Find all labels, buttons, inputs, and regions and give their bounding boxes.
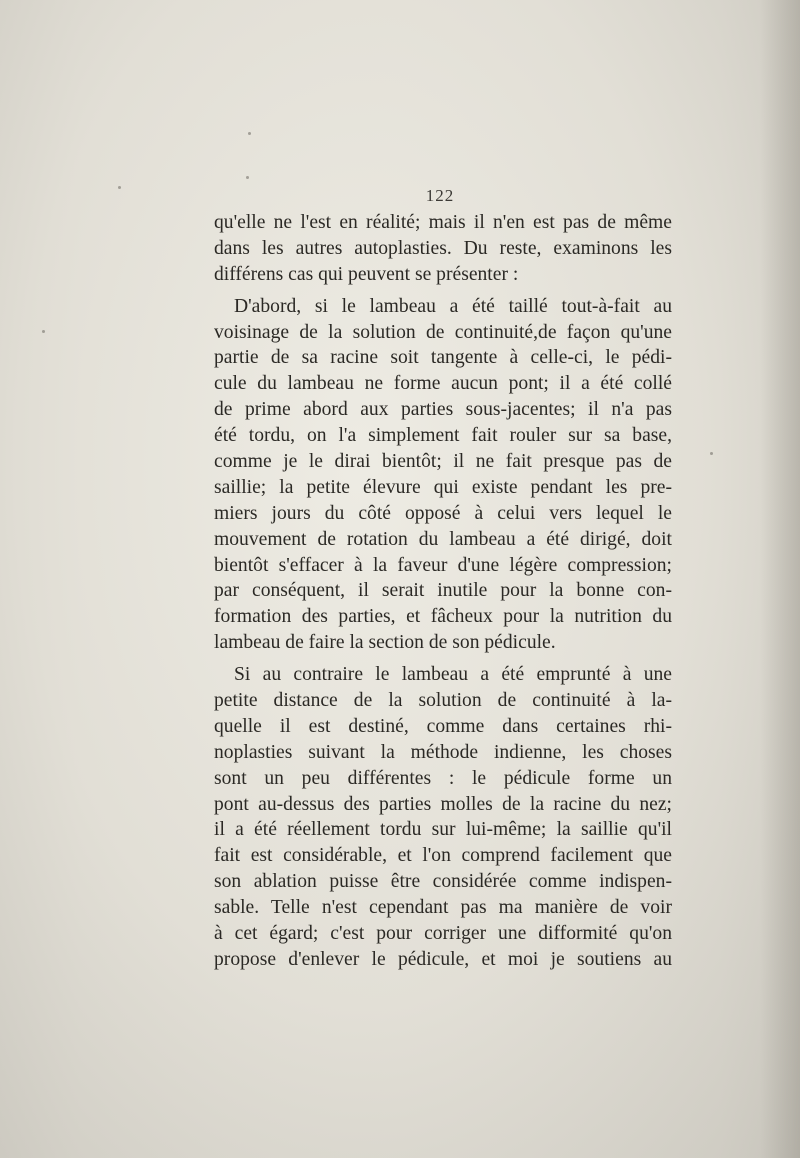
text-line: quelle il est destiné, comme dans certaines rhi- <box>214 715 672 737</box>
paper-speck <box>248 132 251 135</box>
paper-speck <box>246 176 249 179</box>
text-line: saillie; la petite élevure qui existe pendant les pre- <box>214 476 672 498</box>
text-line: sable. Telle n'est cependant pas ma manière de voir <box>214 897 672 919</box>
text-line: qu'elle ne l'est en réalité; mais il n'en est pas de même <box>214 212 672 233</box>
text-line: formation des parties, et fâcheux pour la nutrition du <box>214 606 672 628</box>
text-line: par conséquent, il serait inutile pour la bonne con- <box>214 580 672 602</box>
text-line: été tordu, on l'a simplement fait rouler sur sa base, <box>214 425 672 447</box>
text-line: il a été réellement tordu sur lui-même; la saillie qu'il <box>214 819 672 841</box>
text-line: à cet égard; c'est pour corriger une difformité qu'on <box>214 923 672 945</box>
text-line: pont au-dessus des parties molles de la racine du nez; <box>214 793 672 815</box>
text-line: propose d'enlever le pédicule, et moi je soutiens au <box>214 948 672 970</box>
text-line: bientôt s'effacer à la faveur d'une légère compression; <box>214 554 672 576</box>
text-line: différens cas qui peuvent se présenter : <box>214 263 519 285</box>
text-line: son ablation puisse être considérée comme indispen- <box>214 871 672 893</box>
text-line: petite distance de la solution de continuité à la- <box>214 690 672 712</box>
paper-speck <box>42 330 45 333</box>
text-line: voisinage de la solution de continuité,de façon qu'une <box>214 321 672 343</box>
text-line: noplasties suivant la méthode indienne, les choses <box>214 741 672 763</box>
text-line: D'abord, si le lambeau a été taillé tout-à-fait au <box>234 295 672 317</box>
text-line: Si au contraire le lambeau a été emprunté à une <box>234 664 672 686</box>
text-line: miers jours du côté opposé à celui vers lequel le <box>214 502 672 524</box>
text-line: cule du lambeau ne forme aucun pont; il a été collé <box>214 373 672 395</box>
paper-speck <box>118 186 121 189</box>
body-text <box>214 210 672 973</box>
paper-speck <box>710 452 713 455</box>
text-line: lambeau de faire la section de son pédicule. <box>214 632 556 654</box>
text-line: dans les autres autoplasties. Du reste, examinons les <box>214 237 672 259</box>
text-line: mouvement de rotation du lambeau a été dirigé, doit <box>214 528 672 550</box>
text-line: fait est considérable, et l'on comprend facilement que <box>214 845 672 867</box>
text-line: sont un peu différentes : le pédicule forme un <box>214 767 672 789</box>
text-line: de prime abord aux parties sous-jacentes; il n'a pas <box>214 399 672 421</box>
page-number: 122 <box>425 186 455 205</box>
text-line: partie de sa racine soit tangente à celle-ci, le pédi- <box>214 347 672 369</box>
text-line: comme je le dirai bientôt; il ne fait presque pas de <box>214 451 672 473</box>
